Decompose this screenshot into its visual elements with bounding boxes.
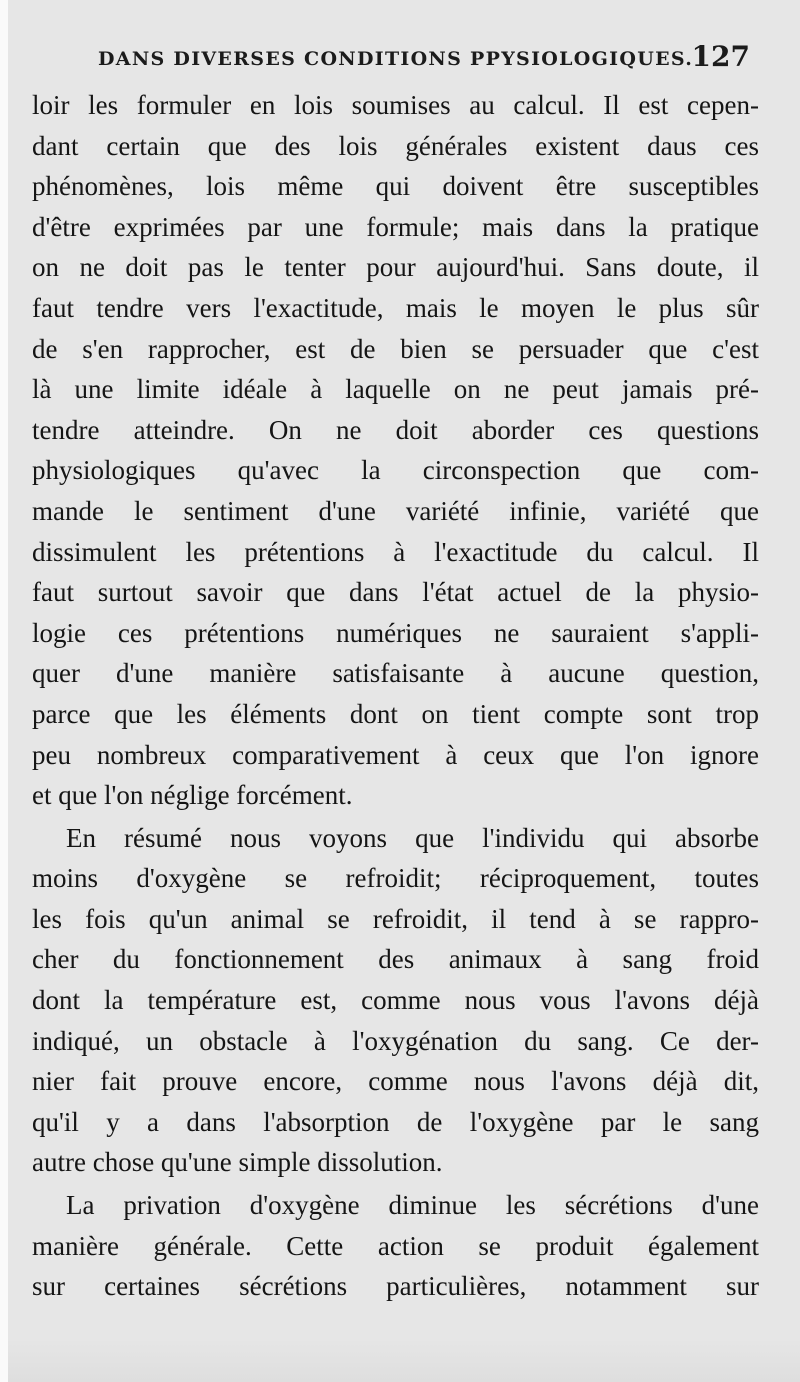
text-line: phénomènes, lois même qui doivent être susceptibles xyxy=(32,171,759,202)
text-line: manière générale. Cette action se produit également xyxy=(32,1230,759,1261)
text-line: tendre atteindre. On ne doit aborder ces questions xyxy=(32,414,759,445)
text-line: faut surtout savoir que dans l'état actuel de la physio- xyxy=(32,577,759,608)
text-line: sur certaines sécrétions particulières, notamment sur xyxy=(32,1271,759,1302)
page-bottom-margin xyxy=(8,1338,800,1382)
text-line: là une limite idéale à laquelle on ne peut jamais pré- xyxy=(32,374,759,405)
text-line: autre chose qu'une simple dissolution. xyxy=(32,1147,443,1178)
text-line: mande le sentiment d'une variété infinie, variété que xyxy=(32,495,759,526)
text-line: faut tendre vers l'exactitude, mais le moyen le plus sûr xyxy=(32,292,759,323)
text-line: parce que les éléments dont on tient compte sont trop xyxy=(32,698,759,729)
paragraph xyxy=(32,85,759,816)
text-line: indiqué, un obstacle à l'oxygénation du sang. Ce der- xyxy=(32,1025,759,1056)
text-line: moins d'oxygène se refroidit; réciproquement, toutes xyxy=(32,863,759,894)
text-line: quer d'une manière satisfaisante à aucune question, xyxy=(32,658,759,689)
text-line: loir les formuler en lois soumises au calcul. Il est cepen- xyxy=(32,90,759,120)
paragraph xyxy=(32,818,759,1183)
text-line: d'être exprimées par une formule; mais dans la pratique xyxy=(32,211,759,242)
body-text xyxy=(32,85,759,1307)
page-number: 127 xyxy=(691,40,750,73)
text-line: logie ces prétentions numériques ne sauraient s'appli- xyxy=(32,617,759,648)
text-line: qu'il y a dans l'absorption de l'oxygène par le sang xyxy=(32,1106,759,1137)
scan-gutter xyxy=(0,0,8,1382)
paragraph xyxy=(32,1185,759,1307)
text-line: dissimulent les prétentions à l'exactitude du calcul. Il xyxy=(32,536,759,567)
text-line: les fois qu'un animal se refroidit, il tend à se rappro- xyxy=(32,903,759,934)
text-line: dont la température est, comme nous vous l'avons déjà xyxy=(32,985,759,1016)
text-line: En résumé nous voyons que l'individu qui absorbe xyxy=(66,822,759,853)
text-line: La privation d'oxygène diminue les sécrétions d'une xyxy=(66,1190,759,1221)
text-line: et que l'on néglige forcément. xyxy=(32,780,353,811)
text-line: dant certain que des lois générales existent daus ces xyxy=(32,130,759,161)
running-head: DANS DIVERSES CONDITIONS PPYSIOLOGIQUES. xyxy=(98,48,694,70)
text-line: peu nombreux comparativement à ceux que l'on ignore xyxy=(32,739,759,770)
text-line: on ne doit pas le tenter pour aujourd'hui. Sans doute, il xyxy=(32,252,759,283)
page-header xyxy=(90,40,750,80)
text-line: physiologiques qu'avec la circonspection que com- xyxy=(32,455,759,486)
book-page xyxy=(8,0,800,1382)
text-line: de s'en rapprocher, est de bien se persuader que c'est xyxy=(32,333,759,364)
text-line: nier fait prouve encore, comme nous l'avons déjà dit, xyxy=(32,1066,759,1097)
text-line: cher du fonctionnement des animaux à sang froid xyxy=(32,944,759,975)
